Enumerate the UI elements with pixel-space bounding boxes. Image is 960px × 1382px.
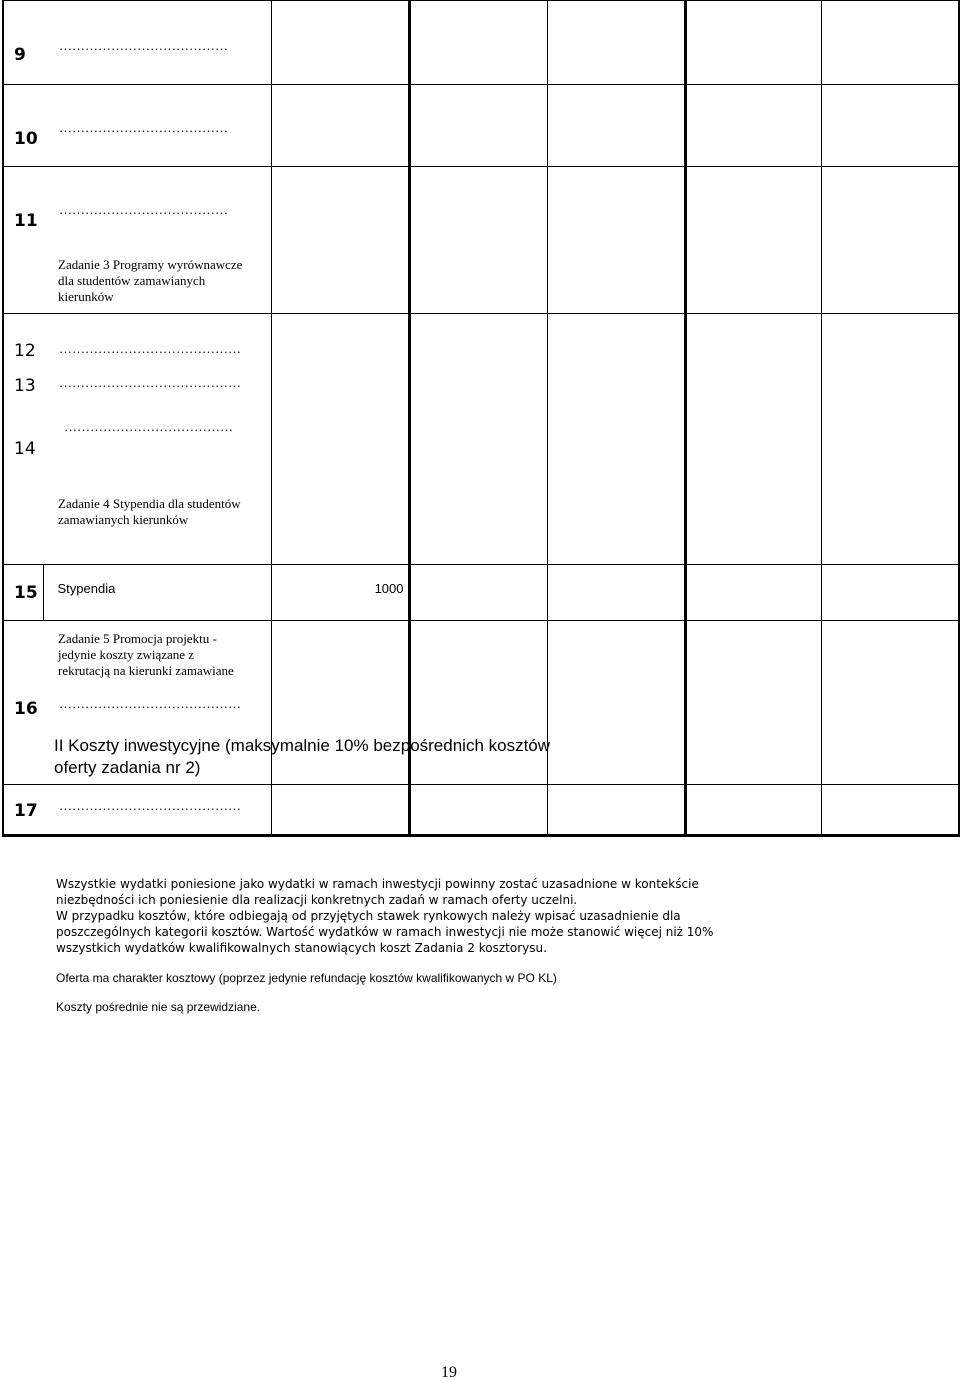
task-heading: Zadanie 3 Programy wyrównawcze dla studentów zamawianych kierunków xyxy=(58,257,243,304)
row-number: 14 xyxy=(14,439,36,459)
cost-label: Stypendia xyxy=(57,581,116,596)
row-number: 17 xyxy=(14,801,38,821)
investment-notes xyxy=(56,876,776,956)
row-number: 12 xyxy=(14,341,36,361)
row-number: 10 xyxy=(14,129,38,149)
indirect-costs-note: Koszty pośrednie nie są przewidziane. xyxy=(56,1000,261,1014)
table-row xyxy=(3,785,959,836)
table-row xyxy=(3,85,959,167)
dotted-placeholder: ………………………………… xyxy=(59,120,228,135)
note-paragraph: W przypadku kosztów, które odbiegają od przyjętych stawek rynkowych należy wpisać uzasadnienie dla poszczególnych kategorii kosztów. Wartość wydatków w ramach inwestycji nie może stanowić więcej niż 10% wszystkich wydatków kwalifikowalnych stanowiących koszt Zadania 2 kosztorysu. xyxy=(56,909,714,955)
table-row xyxy=(3,565,959,621)
investment-costs-heading: II Koszty inwestycyjne (maksymalnie 10% bezpośrednich kosztów oferty zadania nr 2) xyxy=(54,736,551,777)
dotted-placeholder: ………………………………… xyxy=(59,38,228,53)
table-row xyxy=(3,314,959,565)
dotted-placeholder: ………………………………… xyxy=(64,419,233,434)
dotted-placeholder: …………………………………… xyxy=(59,341,241,356)
offer-character-note: Oferta ma charakter kosztowy (poprzez jedynie refundację kosztów kwalifikowanych w PO KL) xyxy=(56,971,557,985)
budget-table xyxy=(2,0,960,837)
note-paragraph: Wszystkie wydatki poniesione jako wydatki w ramach inwestycji powinny zostać uzasadnione w kontekście niezbędności ich poniesienie dla realizacji konkretnych zadań w ramach oferty uczelni. xyxy=(56,877,699,907)
dotted-placeholder: …………………………………… xyxy=(59,375,241,390)
dotted-placeholder: …………………………………… xyxy=(59,696,241,711)
dotted-placeholder: ………………………………… xyxy=(59,202,228,217)
row-number: 9 xyxy=(14,45,26,65)
row-number: 13 xyxy=(14,376,36,396)
row-number: 11 xyxy=(14,211,38,231)
cost-value: 1000 xyxy=(374,581,404,596)
row-number: 15 xyxy=(14,583,38,603)
page-number: 19 xyxy=(441,1364,457,1381)
table-row xyxy=(3,1,959,85)
table-row xyxy=(3,167,959,314)
task-heading: Zadanie 5 Promocja projektu - jedynie koszty związane z rekrutacją na kierunki zamawiane xyxy=(58,631,234,678)
task-heading: Zadanie 4 Stypendia dla studentów zamawianych kierunków xyxy=(58,496,241,527)
row-number: 16 xyxy=(14,699,38,719)
dotted-placeholder: …………………………………… xyxy=(59,798,241,813)
